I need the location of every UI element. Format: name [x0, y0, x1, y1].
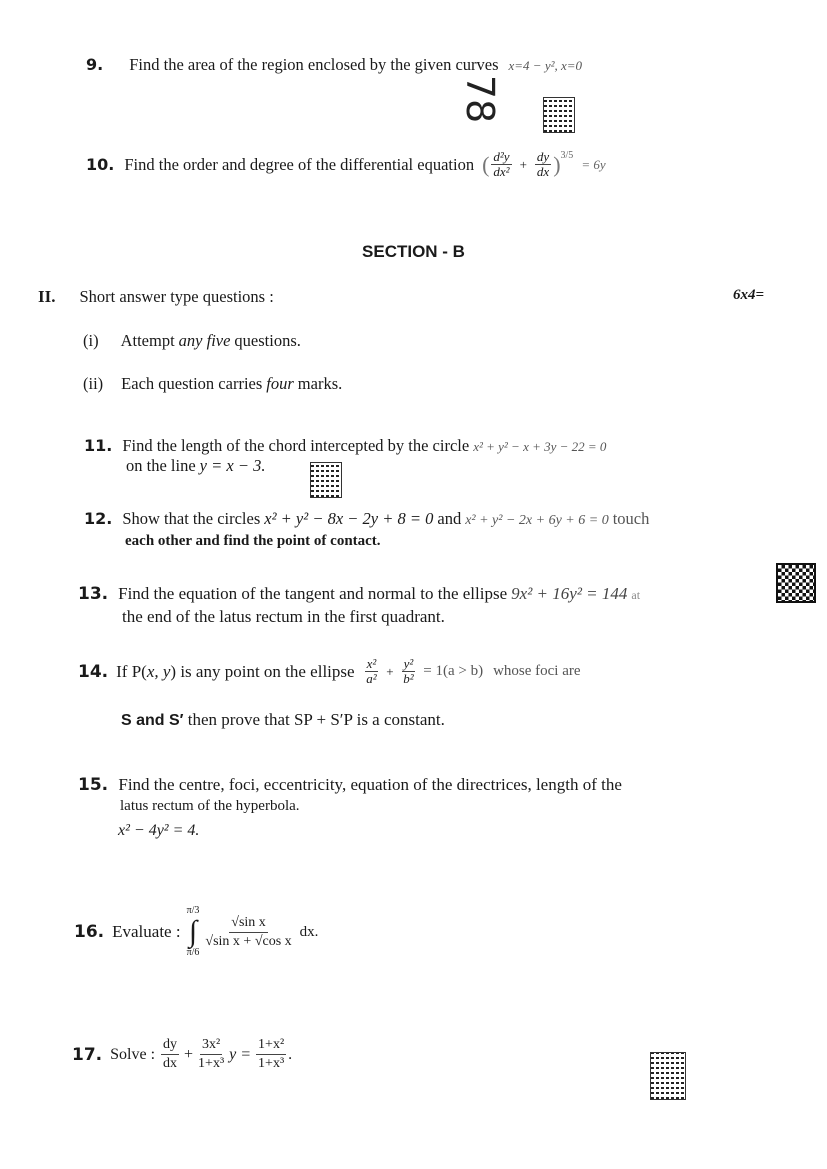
roman-numeral: II.: [38, 287, 56, 306]
question-number: 17.: [72, 1044, 103, 1065]
qr-code-icon: [776, 563, 816, 603]
question-text: Find the area of the region enclosed by the given curves: [129, 55, 499, 74]
question-17: 17. Solve : $\frac{dy}{dx}$ + $\frac{\text{3x²}}{\text{1+x³}}$ y = $\frac{\text{1+x²}}{\text{1+x³}}$ .: [72, 1037, 293, 1071]
math-expression: x=4 − y², x=0: [508, 58, 583, 73]
question-number: 9.: [86, 55, 104, 74]
question-10: [86, 150, 786, 179]
question-number: 12.: [84, 509, 113, 528]
question-text: Find the order and degree of the differential equation: [124, 154, 475, 174]
question-number: 10.: [86, 155, 115, 174]
qr-code-icon: [310, 462, 342, 498]
derivative-fraction: $\frac{\text{d²y}}{\text{dx²}}$: [493, 149, 510, 179]
question-13: 13. Find the equation of the tangent and normal to the ellipse 9x² + 16y² = 144 at the end of the latus rectum in the first quadrant.: [78, 584, 641, 626]
question-number: 16.: [74, 922, 105, 942]
heading-text: Short answer type questions :: [79, 287, 274, 306]
question-16: 16. Evaluate : π/3 ∫ π/6 $\frac{\text{√sin x}}{\text{√sin x + √cos x}}$ dx.: [74, 905, 319, 958]
qr-code-icon: [543, 97, 575, 133]
integrand: $\frac{\text{√sin x}}{\text{√sin x + √cos x}}$: [205, 914, 292, 949]
question-number: 11.: [84, 436, 113, 455]
question-number: 15.: [78, 775, 109, 795]
exponent: 3/5: [560, 150, 574, 161]
section-title: SECTION - B: [362, 242, 465, 261]
plus-sign: +: [519, 156, 527, 172]
derivative-fraction: $\frac{dy}{dx}$: [536, 149, 550, 179]
question-14-line2: S and S′ then prove that SP + S′P is a constant.: [121, 710, 445, 729]
marks-label: 6x4=: [733, 287, 765, 303]
handwritten-mark: 78: [458, 74, 503, 124]
question-11: 11. Find the length of the chord intercepted by the circle x² + y² − x + 3y − 22 = 0 on the line y = x − 3.: [84, 436, 607, 475]
section-heading: [38, 287, 798, 307]
instruction-i: (i) Attempt any five questions.: [83, 331, 301, 350]
question-9: [86, 55, 786, 75]
integral: π/3 ∫ π/6: [186, 905, 200, 958]
paren-close: ): [553, 151, 561, 177]
qr-code-icon: [650, 1052, 686, 1100]
instruction-ii: (ii) Each question carries four marks.: [83, 374, 343, 393]
question-number: 13.: [78, 584, 109, 604]
question-12: 12. Show that the circles x² + y² − 8x − 2y + 8 = 0 and x² + y² − 2x + 6y + 6 = 0 touch each other and find the point of contact.: [84, 509, 650, 549]
question-15: 15. Find the centre, foci, eccentricity, equation of the directrices, length of the latus rectum of the hyperbola. x² − 4y² = 4.: [78, 775, 622, 839]
paren-open: (: [482, 151, 490, 177]
question-number: 14.: [78, 661, 109, 682]
rhs: = 6y: [581, 156, 606, 172]
question-14: 14. If P( x, y ) is any point on the ellipse $\frac{\text{x²}}{\text{a²}}$ + $\frac{\text{y²}}{\text{b²}}$ = 1(a > b) whose foci are: [78, 656, 581, 686]
